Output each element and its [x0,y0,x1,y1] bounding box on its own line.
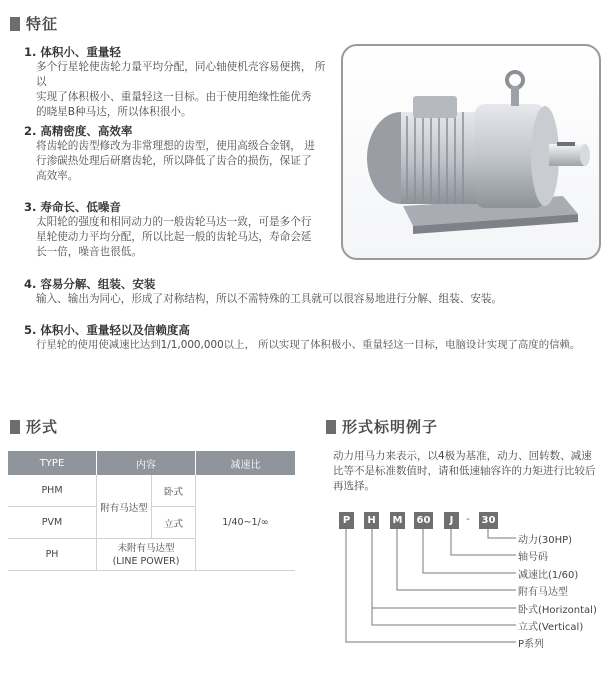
legend-item: 卧式(Horizontal) [518,605,597,616]
code-box: 60 [414,512,433,529]
table-cell: 1/40~1/∞ [196,475,296,571]
legend-item: 附有马达型 [518,587,568,598]
feature-line: 实现了体积极小、重量轻这一目标。由于使用绝缘性能优秀 [36,91,312,103]
feature-title: 3. 寿命长、低噪音 [24,200,121,214]
table-header: 内容 [97,451,196,475]
feature-title: 5. 体积小、重量轻以及信赖度高 [24,323,190,337]
table-cell: PH [8,539,97,571]
table-row [8,475,295,507]
table-cell: PHM [8,475,97,507]
table-cell: 卧式 [152,475,196,507]
code-box: J [444,512,459,529]
code-box: 30 [479,512,498,529]
code-box: M [390,512,405,529]
feature-line: 长一倍，噪音也很低。 [36,246,142,258]
code-box: P [339,512,354,529]
feature-title: 2. 高精密度、高效率 [24,124,133,138]
gear-motor-photo [341,44,601,260]
legend-item: 轴号码 [518,552,548,563]
feature-line: 高效率。 [36,170,79,182]
feature-4 [24,277,604,307]
forms-title: 形式 [26,418,59,436]
example-heading [326,416,438,437]
feature-line: 太阳轮的强度和相同动力的一般齿轮马达一致，可是多个行 [36,216,312,228]
table-header-row [8,451,295,475]
feature-1 [24,45,334,120]
heading-marker [10,420,20,434]
feature-line: 将齿轮的齿型修改为非常理想的齿型，使用高级合金钢， 进 [36,140,315,152]
feature-line: 输入、输出为同心，形成了对称结构，所以不需特殊的工具就可以很容易地进行分解、组装、安装。 [36,293,503,305]
feature-line: 星轮使动力平均分配，所以比起一般的齿轮马达，寿命会延 [36,231,312,243]
features-heading [10,13,58,34]
example-text: 动力用马力来表示，以4极为基准，动力、回转数、减速比等不是标准数值时，请和低速轴容许的力矩进行比较后再选择。 [333,450,596,492]
table-cell: 附有马达型 [97,475,152,539]
feature-line: 的晓星B种马达，所以体积很小。 [36,106,192,118]
heading-marker [326,420,336,434]
code-dash: - [466,512,470,525]
legend-item: P系列 [518,639,545,650]
feature-3 [24,200,334,260]
feature-line: 行渗碳热处理后研磨齿轮，所以降低了齿合的损伤，保证了 [36,155,312,167]
example-title: 形式标明例子 [342,418,439,436]
cell-line: (LINE POWER) [112,555,180,567]
feature-5 [24,323,609,353]
table-header: TYPE [8,451,97,475]
legend-item: 减速比(1/60) [518,570,579,581]
gear-motor-illustration [343,46,599,258]
table-cell [97,539,196,571]
feature-line: 行星轮的使用使减速比达到1/1,000,000以上， 所以实现了体积极小、重量轻这一目标，电脑设计实现了高度的信赖。 [36,339,581,351]
legend-item: 立式(Vertical) [518,622,584,633]
legend-item: 动力(30HP) [518,535,573,546]
feature-line: 多个行星轮使齿轮力量平均分配，同心轴使机壳容易便携， 所以 [36,61,326,88]
table-header: 减速比 [196,451,296,475]
type-table [8,451,295,571]
feature-title: 4. 容易分解、组装、安装 [24,277,156,291]
cell-line: 未附有马达型 [117,542,175,554]
code-box: H [364,512,379,529]
forms-heading [10,416,58,437]
table-cell: 立式 [152,507,196,539]
feature-title: 1. 体积小、重量轻 [24,45,121,59]
heading-marker [10,17,20,31]
features-title: 特征 [26,15,59,33]
feature-2 [24,124,334,184]
table-cell: PVM [8,507,97,539]
